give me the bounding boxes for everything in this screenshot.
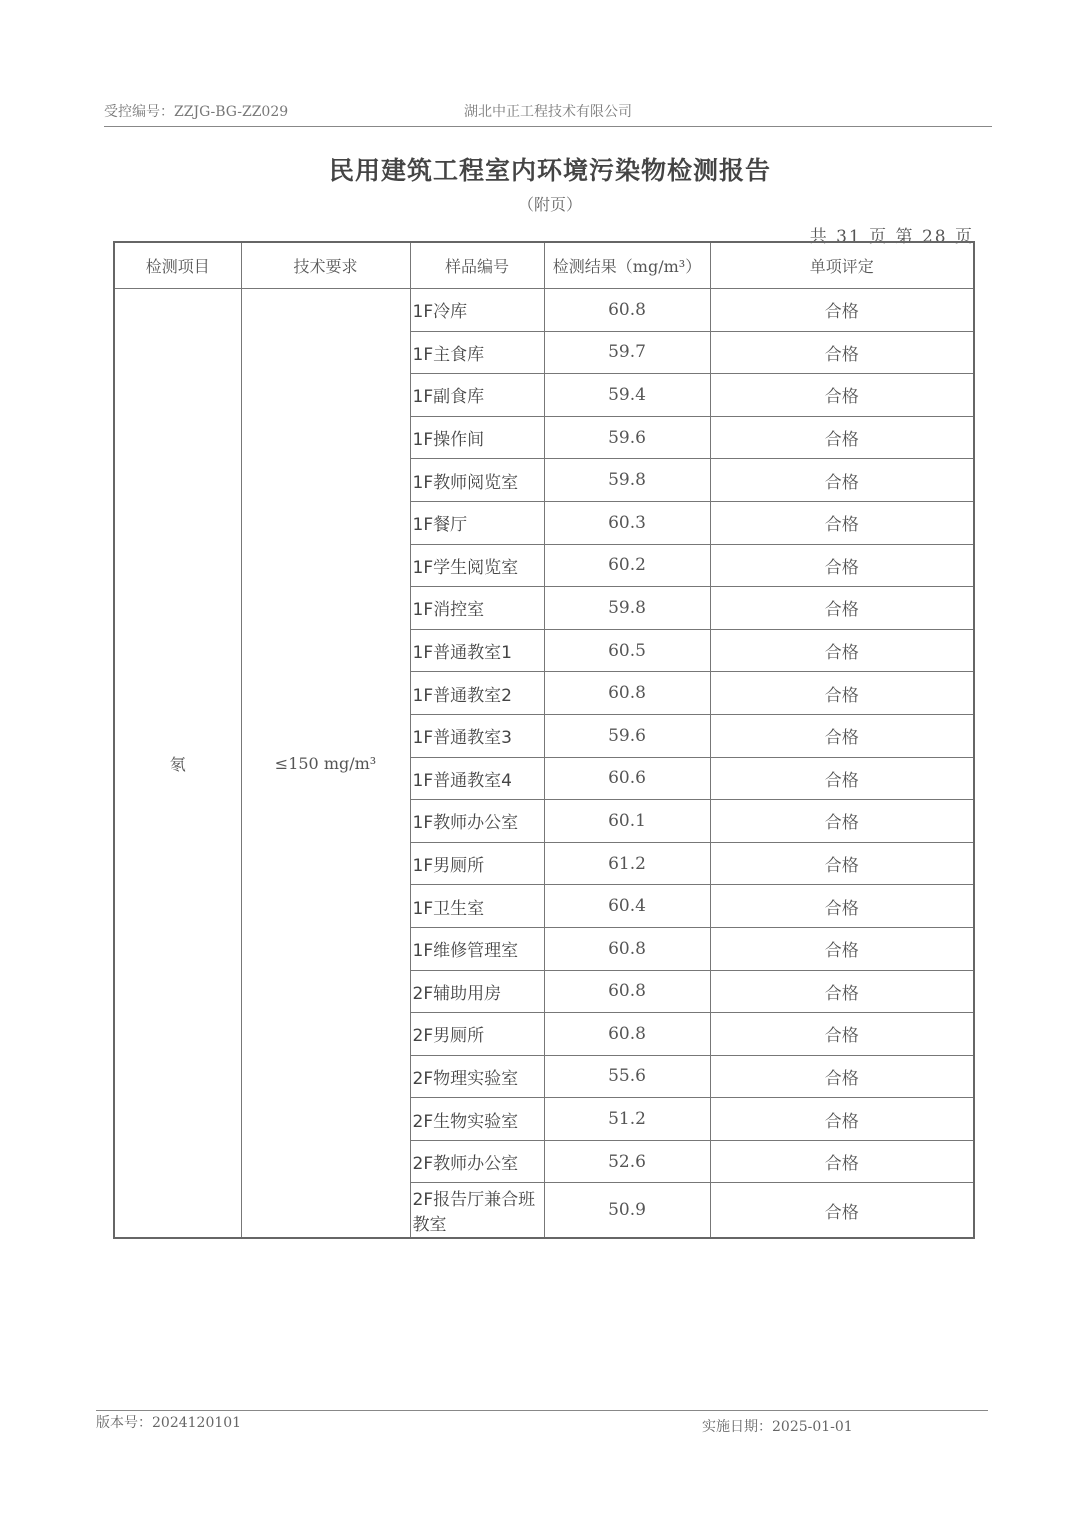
sample-cell: 1F男厕所 xyxy=(410,842,544,885)
result-cell: 59.6 xyxy=(544,714,710,757)
header-evaluation: 单项评定 xyxy=(710,242,974,289)
evaluation-cell: 合格 xyxy=(710,842,974,885)
table-body xyxy=(114,289,974,1239)
result-cell: 61.2 xyxy=(544,842,710,885)
result-cell: 50.9 xyxy=(544,1183,710,1239)
result-cell: 60.1 xyxy=(544,800,710,843)
sample-cell: 1F普通教室4 xyxy=(410,757,544,800)
sample-cell: 1F卫生室 xyxy=(410,885,544,928)
evaluation-cell: 合格 xyxy=(710,629,974,672)
result-cell: 59.6 xyxy=(544,416,710,459)
evaluation-cell: 合格 xyxy=(710,416,974,459)
company-name: 湖北中正工程技术有限公司 xyxy=(464,104,632,120)
page-info: 共 31 页 第 28 页 xyxy=(809,227,974,247)
evaluation-cell: 合格 xyxy=(710,1013,974,1056)
result-cell: 59.8 xyxy=(544,459,710,502)
result-cell: 60.3 xyxy=(544,501,710,544)
header-divider xyxy=(104,126,992,127)
result-cell: 60.4 xyxy=(544,885,710,928)
results-table xyxy=(113,241,975,1239)
result-cell: 60.8 xyxy=(544,970,710,1013)
evaluation-cell: 合格 xyxy=(710,374,974,417)
sample-cell: 2F男厕所 xyxy=(410,1013,544,1056)
result-cell: 60.6 xyxy=(544,757,710,800)
result-cell: 55.6 xyxy=(544,1055,710,1098)
evaluation-cell: 合格 xyxy=(710,587,974,630)
header-item: 检测项目 xyxy=(114,242,241,289)
evaluation-cell: 合格 xyxy=(710,970,974,1013)
control-number: 受控编号：ZZJG-BG-ZZ029 xyxy=(104,104,289,120)
sample-cell: 2F教师办公室 xyxy=(410,1140,544,1183)
sample-cell: 1F主食库 xyxy=(410,331,544,374)
table-row xyxy=(114,289,974,332)
evaluation-cell: 合格 xyxy=(710,714,974,757)
sample-cell: 1F操作间 xyxy=(410,416,544,459)
header-result: 检测结果（mg/m³） xyxy=(544,242,710,289)
result-cell: 59.4 xyxy=(544,374,710,417)
sample-cell: 1F普通教室3 xyxy=(410,714,544,757)
test-item-cell: 氡 xyxy=(114,289,241,1239)
sample-cell: 1F教师阅览室 xyxy=(410,459,544,502)
evaluation-cell: 合格 xyxy=(710,885,974,928)
evaluation-cell: 合格 xyxy=(710,800,974,843)
sample-cell: 1F普通教室1 xyxy=(410,629,544,672)
version-number: 版本号：2024120101 xyxy=(96,1415,242,1431)
footer-divider xyxy=(96,1410,988,1411)
effective-date: 实施日期：2025-01-01 xyxy=(702,1419,853,1435)
sample-cell: 2F辅助用房 xyxy=(410,970,544,1013)
evaluation-cell: 合格 xyxy=(710,501,974,544)
result-cell: 52.6 xyxy=(544,1140,710,1183)
sample-cell: 1F消控室 xyxy=(410,587,544,630)
report-title: 民用建筑工程室内环境污染物检测报告 xyxy=(328,156,771,185)
sample-cell: 2F物理实验室 xyxy=(410,1055,544,1098)
header-requirement: 技术要求 xyxy=(241,242,410,289)
result-cell: 60.8 xyxy=(544,1013,710,1056)
sample-cell: 1F冷库 xyxy=(410,289,544,332)
sample-cell: 1F教师办公室 xyxy=(410,800,544,843)
evaluation-cell: 合格 xyxy=(710,1098,974,1141)
sample-cell: 2F生物实验室 xyxy=(410,1098,544,1141)
sample-cell: 1F副食库 xyxy=(410,374,544,417)
report-subtitle: （附页） xyxy=(517,195,582,214)
table-header-row xyxy=(114,242,974,289)
result-cell: 59.7 xyxy=(544,331,710,374)
result-cell: 59.8 xyxy=(544,587,710,630)
evaluation-cell: 合格 xyxy=(710,1183,974,1239)
evaluation-cell: 合格 xyxy=(710,927,974,970)
header-sample: 样品编号 xyxy=(410,242,544,289)
result-cell: 60.8 xyxy=(544,672,710,715)
result-cell: 51.2 xyxy=(544,1098,710,1141)
evaluation-cell: 合格 xyxy=(710,459,974,502)
evaluation-cell: 合格 xyxy=(710,289,974,332)
evaluation-cell: 合格 xyxy=(710,1140,974,1183)
sample-cell: 1F普通教室2 xyxy=(410,672,544,715)
sample-cell: 1F学生阅览室 xyxy=(410,544,544,587)
evaluation-cell: 合格 xyxy=(710,331,974,374)
result-cell: 60.2 xyxy=(544,544,710,587)
sample-cell: 2F报告厅兼合班教室 xyxy=(410,1183,544,1239)
evaluation-cell: 合格 xyxy=(710,544,974,587)
result-cell: 60.5 xyxy=(544,629,710,672)
requirement-cell: ≤150 mg/m³ xyxy=(241,289,410,1239)
sample-cell: 1F餐厅 xyxy=(410,501,544,544)
sample-cell: 1F维修管理室 xyxy=(410,927,544,970)
result-cell: 60.8 xyxy=(544,927,710,970)
evaluation-cell: 合格 xyxy=(710,1055,974,1098)
evaluation-cell: 合格 xyxy=(710,757,974,800)
evaluation-cell: 合格 xyxy=(710,672,974,715)
result-cell: 60.8 xyxy=(544,289,710,332)
